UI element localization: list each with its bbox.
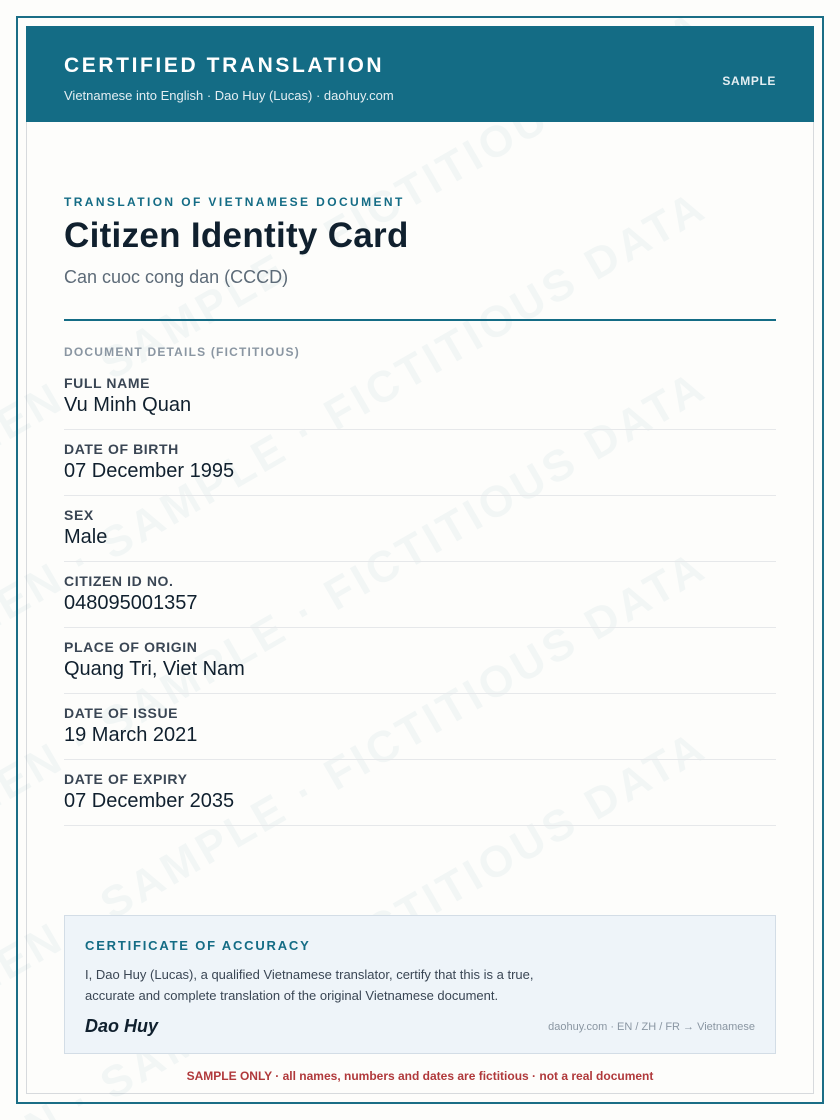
field-value: Vu Minh Quan	[64, 394, 192, 416]
field-value: Male	[64, 526, 108, 548]
field-citizen-id	[64, 562, 776, 628]
document-title: Citizen Identity Card	[64, 216, 409, 255]
field-value: 048095001357	[64, 592, 198, 614]
field-label: DATE OF EXPIRY	[64, 771, 188, 787]
field-label: SEX	[64, 507, 94, 523]
section-label: DOCUMENT DETAILS (FICTITIOUS)	[64, 345, 300, 359]
field-label: DATE OF BIRTH	[64, 441, 179, 457]
header-title: CERTIFIED TRANSLATION	[64, 54, 385, 77]
field-value: 07 December 2035	[64, 790, 235, 812]
certificate-title: CERTIFICATE OF ACCURACY	[85, 938, 311, 953]
field-place-of-origin	[64, 628, 776, 694]
field-sex	[64, 496, 776, 562]
certificate-text: I, Dao Huy (Lucas), a qualified Vietnamese translator, certify that this is a true, accurate and complete translation of the original Vietnamese document.	[85, 967, 534, 1003]
title-divider	[64, 319, 776, 321]
field-value: 19 March 2021	[64, 724, 198, 746]
signature: Dao Huy	[85, 1016, 159, 1036]
field-label: DATE OF ISSUE	[64, 705, 179, 721]
field-date-of-expiry	[64, 760, 776, 826]
certificate-meta: daohuy.com · EN / ZH / FR → Vietnamese	[548, 1021, 755, 1033]
field-value: 07 December 1995	[64, 460, 235, 482]
field-date-of-birth	[64, 430, 776, 496]
header-subtitle: Vietnamese into English · Dao Huy (Lucas) · daohuy.com	[64, 88, 394, 103]
field-full-name	[64, 364, 776, 430]
sample-disclaimer: SAMPLE ONLY · all names, numbers and dates are fictitious · not a real document	[186, 1069, 654, 1083]
certificate-box	[64, 915, 776, 1054]
sample-badge: SAMPLE	[722, 74, 776, 88]
header-banner	[26, 26, 814, 122]
document-eyebrow: TRANSLATION OF VIETNAMESE DOCUMENT	[64, 195, 405, 209]
field-label: PLACE OF ORIGIN	[64, 639, 198, 655]
field-value: Quang Tri, Viet Nam	[64, 658, 245, 680]
field-date-of-issue	[64, 694, 776, 760]
field-label: FULL NAME	[64, 375, 151, 391]
details-list	[64, 364, 776, 826]
document-subtitle: Can cuoc cong dan (CCCD)	[64, 267, 289, 287]
field-label: CITIZEN ID NO.	[64, 573, 174, 589]
